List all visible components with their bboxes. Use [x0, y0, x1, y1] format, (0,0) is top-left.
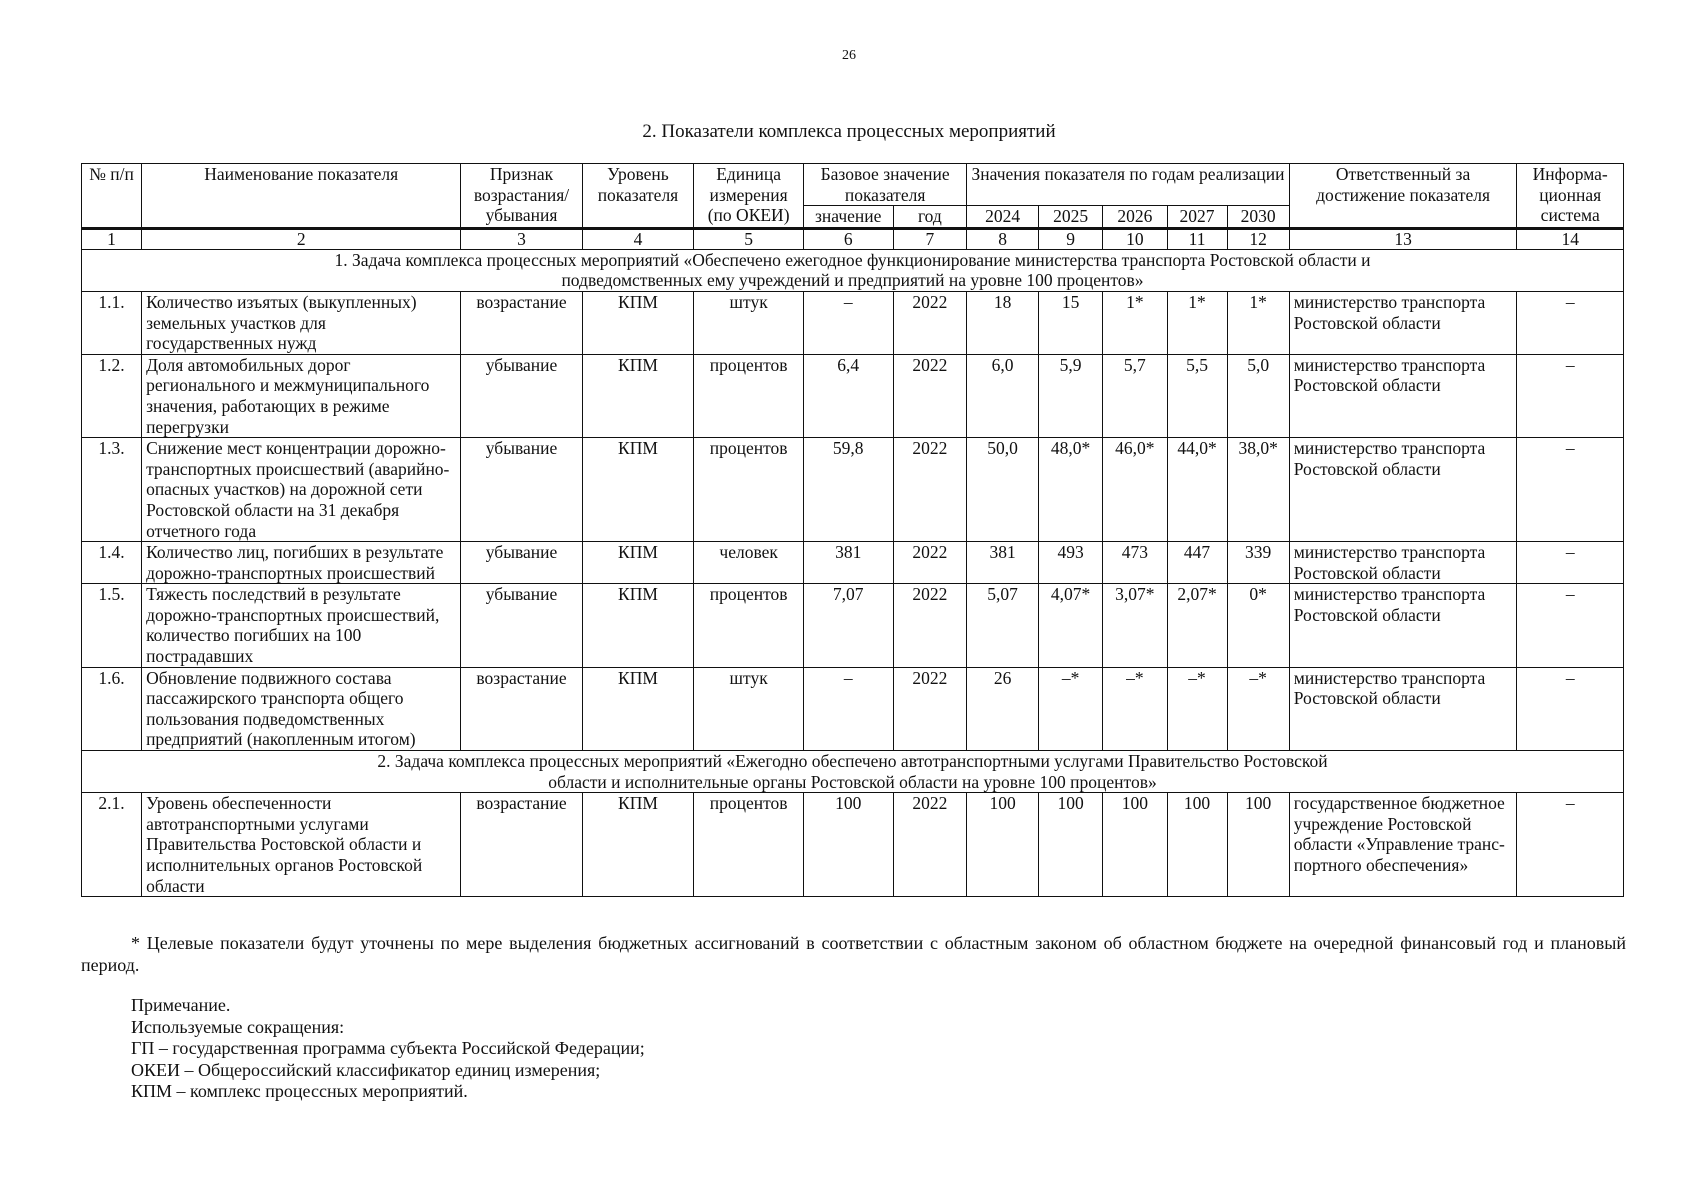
cell-2027: 44,0*: [1167, 438, 1227, 542]
header-base-value: значение: [803, 206, 893, 229]
cell-2030: 38,0*: [1227, 438, 1289, 542]
cell-2026: –*: [1103, 667, 1167, 750]
header-base-year: год: [893, 206, 967, 229]
notes-title: Примечание.: [131, 995, 231, 1015]
cell-2030: 339: [1227, 542, 1289, 584]
cell-base-value: 100: [803, 793, 893, 897]
table-row: [82, 354, 1624, 437]
cell-base-value: 6,4: [803, 354, 893, 437]
task-row: [82, 751, 1624, 793]
table-row: [82, 793, 1624, 897]
cell-2025: 48,0*: [1038, 438, 1102, 542]
cell-2030: 5,0: [1227, 354, 1289, 437]
table-row: [82, 584, 1624, 667]
cell-responsible: министерство транспорта Ростовской области: [1289, 584, 1517, 667]
cell-num: 1.4.: [82, 542, 142, 584]
table-row: [82, 291, 1624, 354]
header-row: [82, 164, 1624, 206]
cell-unit: штук: [694, 667, 804, 750]
cell-num: 1.3.: [82, 438, 142, 542]
table-row: [82, 542, 1624, 584]
cell-unit: человек: [694, 542, 804, 584]
cell-base-year: 2022: [893, 793, 967, 897]
footnote: * Целевые показатели будут уточнены по мере выделения бюджетных ассигнований в соответствии с областным законом об областном бюджете на очередной финансовый год и плановый период.: [81, 933, 1626, 975]
cell-base-year: 2022: [893, 667, 967, 750]
cell-2030: –*: [1227, 667, 1289, 750]
cell-sign: убывание: [461, 584, 582, 667]
cell-2026: 100: [1103, 793, 1167, 897]
page-number: 26: [842, 48, 856, 63]
cell-sign: убывание: [461, 542, 582, 584]
cell-2024: 381: [967, 542, 1039, 584]
header-year-2024: 2024: [967, 206, 1039, 229]
cell-unit: процентов: [694, 354, 804, 437]
cell-2025: 5,9: [1038, 354, 1102, 437]
cell-name: Уровень обеспеченности автотранспортными услугами Правительства Ростовской области и исполнительных органов Ростовской области: [142, 793, 461, 897]
cell-level: КПМ: [582, 354, 694, 437]
column-number: 14: [1517, 228, 1624, 249]
task-2-heading: 2. Задача комплекса процессных мероприятий «Ежегодно обеспечено автотранспортными услугами Правительство Ростовской области и исполнительные органы Ростовской области на уровне 100 процентов»: [82, 751, 1624, 793]
cell-base-year: 2022: [893, 542, 967, 584]
cell-2024: 26: [967, 667, 1039, 750]
column-number: 3: [461, 228, 582, 249]
cell-2024: 6,0: [967, 354, 1039, 437]
cell-base-value: –: [803, 291, 893, 354]
table-row: [82, 667, 1624, 750]
cell-base-year: 2022: [893, 584, 967, 667]
cell-2024: 50,0: [967, 438, 1039, 542]
abbreviation-item: ОКЕИ – Общероссийский классификатор единиц измерения;: [131, 1059, 601, 1080]
cell-base-value: 381: [803, 542, 893, 584]
cell-responsible: министерство транспорта Ростовской области: [1289, 438, 1517, 542]
cell-num: 1.2.: [82, 354, 142, 437]
header-name: Наименование показателя: [142, 164, 461, 229]
cell-2024: 100: [967, 793, 1039, 897]
task-1-heading: 1. Задача комплекса процессных мероприятий «Обеспечено ежегодное функционирование министерства транспорта Ростовской области и подведомственных ему учреждений и предприятий на уровне 100 процентов»: [82, 249, 1624, 291]
cell-2024: 18: [967, 291, 1039, 354]
cell-2027: 1*: [1167, 291, 1227, 354]
cell-2025: 15: [1038, 291, 1102, 354]
header-responsible: Ответственный за достижение показателя: [1289, 164, 1517, 229]
column-number: 12: [1227, 228, 1289, 249]
task-row: [82, 249, 1624, 291]
cell-info-system: –: [1517, 793, 1624, 897]
cell-2026: 1*: [1103, 291, 1167, 354]
header-year-2026: 2026: [1103, 206, 1167, 229]
cell-level: КПМ: [582, 291, 694, 354]
header-unit: Единица измерения (по ОКЕИ): [694, 164, 804, 229]
cell-2025: 100: [1038, 793, 1102, 897]
cell-sign: убывание: [461, 438, 582, 542]
cell-responsible: министерство транспорта Ростовской области: [1289, 354, 1517, 437]
header-info-system: Информа-ционная система: [1517, 164, 1624, 229]
header-year-2027: 2027: [1167, 206, 1227, 229]
cell-2027: 447: [1167, 542, 1227, 584]
cell-2026: 3,07*: [1103, 584, 1167, 667]
header-sign: Признак возрастания/ убывания: [461, 164, 582, 229]
cell-info-system: –: [1517, 584, 1624, 667]
cell-2030: 0*: [1227, 584, 1289, 667]
header-level: Уровень показателя: [582, 164, 694, 229]
column-number: 9: [1038, 228, 1102, 249]
cell-info-system: –: [1517, 667, 1624, 750]
cell-2027: 5,5: [1167, 354, 1227, 437]
cell-2027: –*: [1167, 667, 1227, 750]
section-title: 2. Показатели комплекса процессных мероприятий: [642, 121, 1056, 142]
column-number: 1: [82, 228, 142, 249]
cell-base-value: –: [803, 667, 893, 750]
column-number: 8: [967, 228, 1039, 249]
cell-num: 1.6.: [82, 667, 142, 750]
header-base-group: Базовое значение показателя: [803, 164, 966, 206]
cell-info-system: –: [1517, 354, 1624, 437]
cell-base-year: 2022: [893, 438, 967, 542]
cell-responsible: министерство транспорта Ростовской области: [1289, 542, 1517, 584]
column-number-row: [82, 228, 1624, 249]
cell-2025: 493: [1038, 542, 1102, 584]
cell-level: КПМ: [582, 793, 694, 897]
cell-2026: 5,7: [1103, 354, 1167, 437]
column-number: 4: [582, 228, 694, 249]
abbreviations-title: Используемые сокращения:: [131, 1016, 345, 1037]
cell-num: 2.1.: [82, 793, 142, 897]
cell-sign: убывание: [461, 354, 582, 437]
cell-2030: 1*: [1227, 291, 1289, 354]
cell-sign: возрастание: [461, 793, 582, 897]
header-num: № п/п: [82, 164, 142, 229]
cell-sign: возрастание: [461, 667, 582, 750]
table-row: [82, 438, 1624, 542]
header-year-2025: 2025: [1038, 206, 1102, 229]
cell-responsible: министерство транспорта Ростовской области: [1289, 667, 1517, 750]
column-number: 13: [1289, 228, 1517, 249]
column-number: 6: [803, 228, 893, 249]
cell-2030: 100: [1227, 793, 1289, 897]
cell-info-system: –: [1517, 291, 1624, 354]
cell-info-system: –: [1517, 438, 1624, 542]
column-number: 11: [1167, 228, 1227, 249]
cell-unit: процентов: [694, 793, 804, 897]
cell-2027: 100: [1167, 793, 1227, 897]
cell-name: Доля автомобильных дорог регионального и межмуниципального значения, работающих в режиме перегрузки: [142, 354, 461, 437]
cell-level: КПМ: [582, 584, 694, 667]
cell-name: Количество изъятых (выкупленных) земельных участков для государственных нужд: [142, 291, 461, 354]
cell-responsible: государственное бюджетное учреждение Ростовской области «Управление транс-портного обеспечения»: [1289, 793, 1517, 897]
column-number: 7: [893, 228, 967, 249]
cell-unit: процентов: [694, 584, 804, 667]
cell-base-year: 2022: [893, 291, 967, 354]
abbreviation-item: КПМ – комплекс процессных мероприятий.: [131, 1081, 468, 1101]
cell-2026: 473: [1103, 542, 1167, 584]
cell-base-value: 59,8: [803, 438, 893, 542]
cell-name: Снижение мест концентрации дорожно-транспортных происшествий (аварийно-опасных участков) на дорожной сети Ростовской области на 31 декабря отчетного года: [142, 438, 461, 542]
cell-num: 1.1.: [82, 291, 142, 354]
indicators-table: [81, 163, 1624, 897]
cell-2027: 2,07*: [1167, 584, 1227, 667]
cell-base-year: 2022: [893, 354, 967, 437]
cell-sign: возрастание: [461, 291, 582, 354]
cell-name: Количество лиц, погибших в результате дорожно-транспортных происшествий: [142, 542, 461, 584]
cell-num: 1.5.: [82, 584, 142, 667]
cell-name: Тяжесть последствий в результате дорожно-транспортных происшествий, количество погибших на 100 пострадавших: [142, 584, 461, 667]
cell-unit: штук: [694, 291, 804, 354]
cell-name: Обновление подвижного состава пассажирского транспорта общего пользования подведомственных предприятий (накопленным итогом): [142, 667, 461, 750]
cell-level: КПМ: [582, 667, 694, 750]
cell-2026: 46,0*: [1103, 438, 1167, 542]
header-year-2030: 2030: [1227, 206, 1289, 229]
cell-base-value: 7,07: [803, 584, 893, 667]
cell-level: КПМ: [582, 438, 694, 542]
cell-level: КПМ: [582, 542, 694, 584]
cell-2025: 4,07*: [1038, 584, 1102, 667]
cell-responsible: министерство транспорта Ростовской области: [1289, 291, 1517, 354]
cell-info-system: –: [1517, 542, 1624, 584]
header-years-group: Значения показателя по годам реализации: [967, 164, 1289, 206]
abbreviation-item: ГП – государственная программа субъекта Российской Федерации;: [131, 1038, 645, 1058]
notes-block: [131, 995, 645, 1103]
column-number: 2: [142, 228, 461, 249]
column-number: 5: [694, 228, 804, 249]
cell-unit: процентов: [694, 438, 804, 542]
cell-2024: 5,07: [967, 584, 1039, 667]
cell-2025: –*: [1038, 667, 1102, 750]
column-number: 10: [1103, 228, 1167, 249]
